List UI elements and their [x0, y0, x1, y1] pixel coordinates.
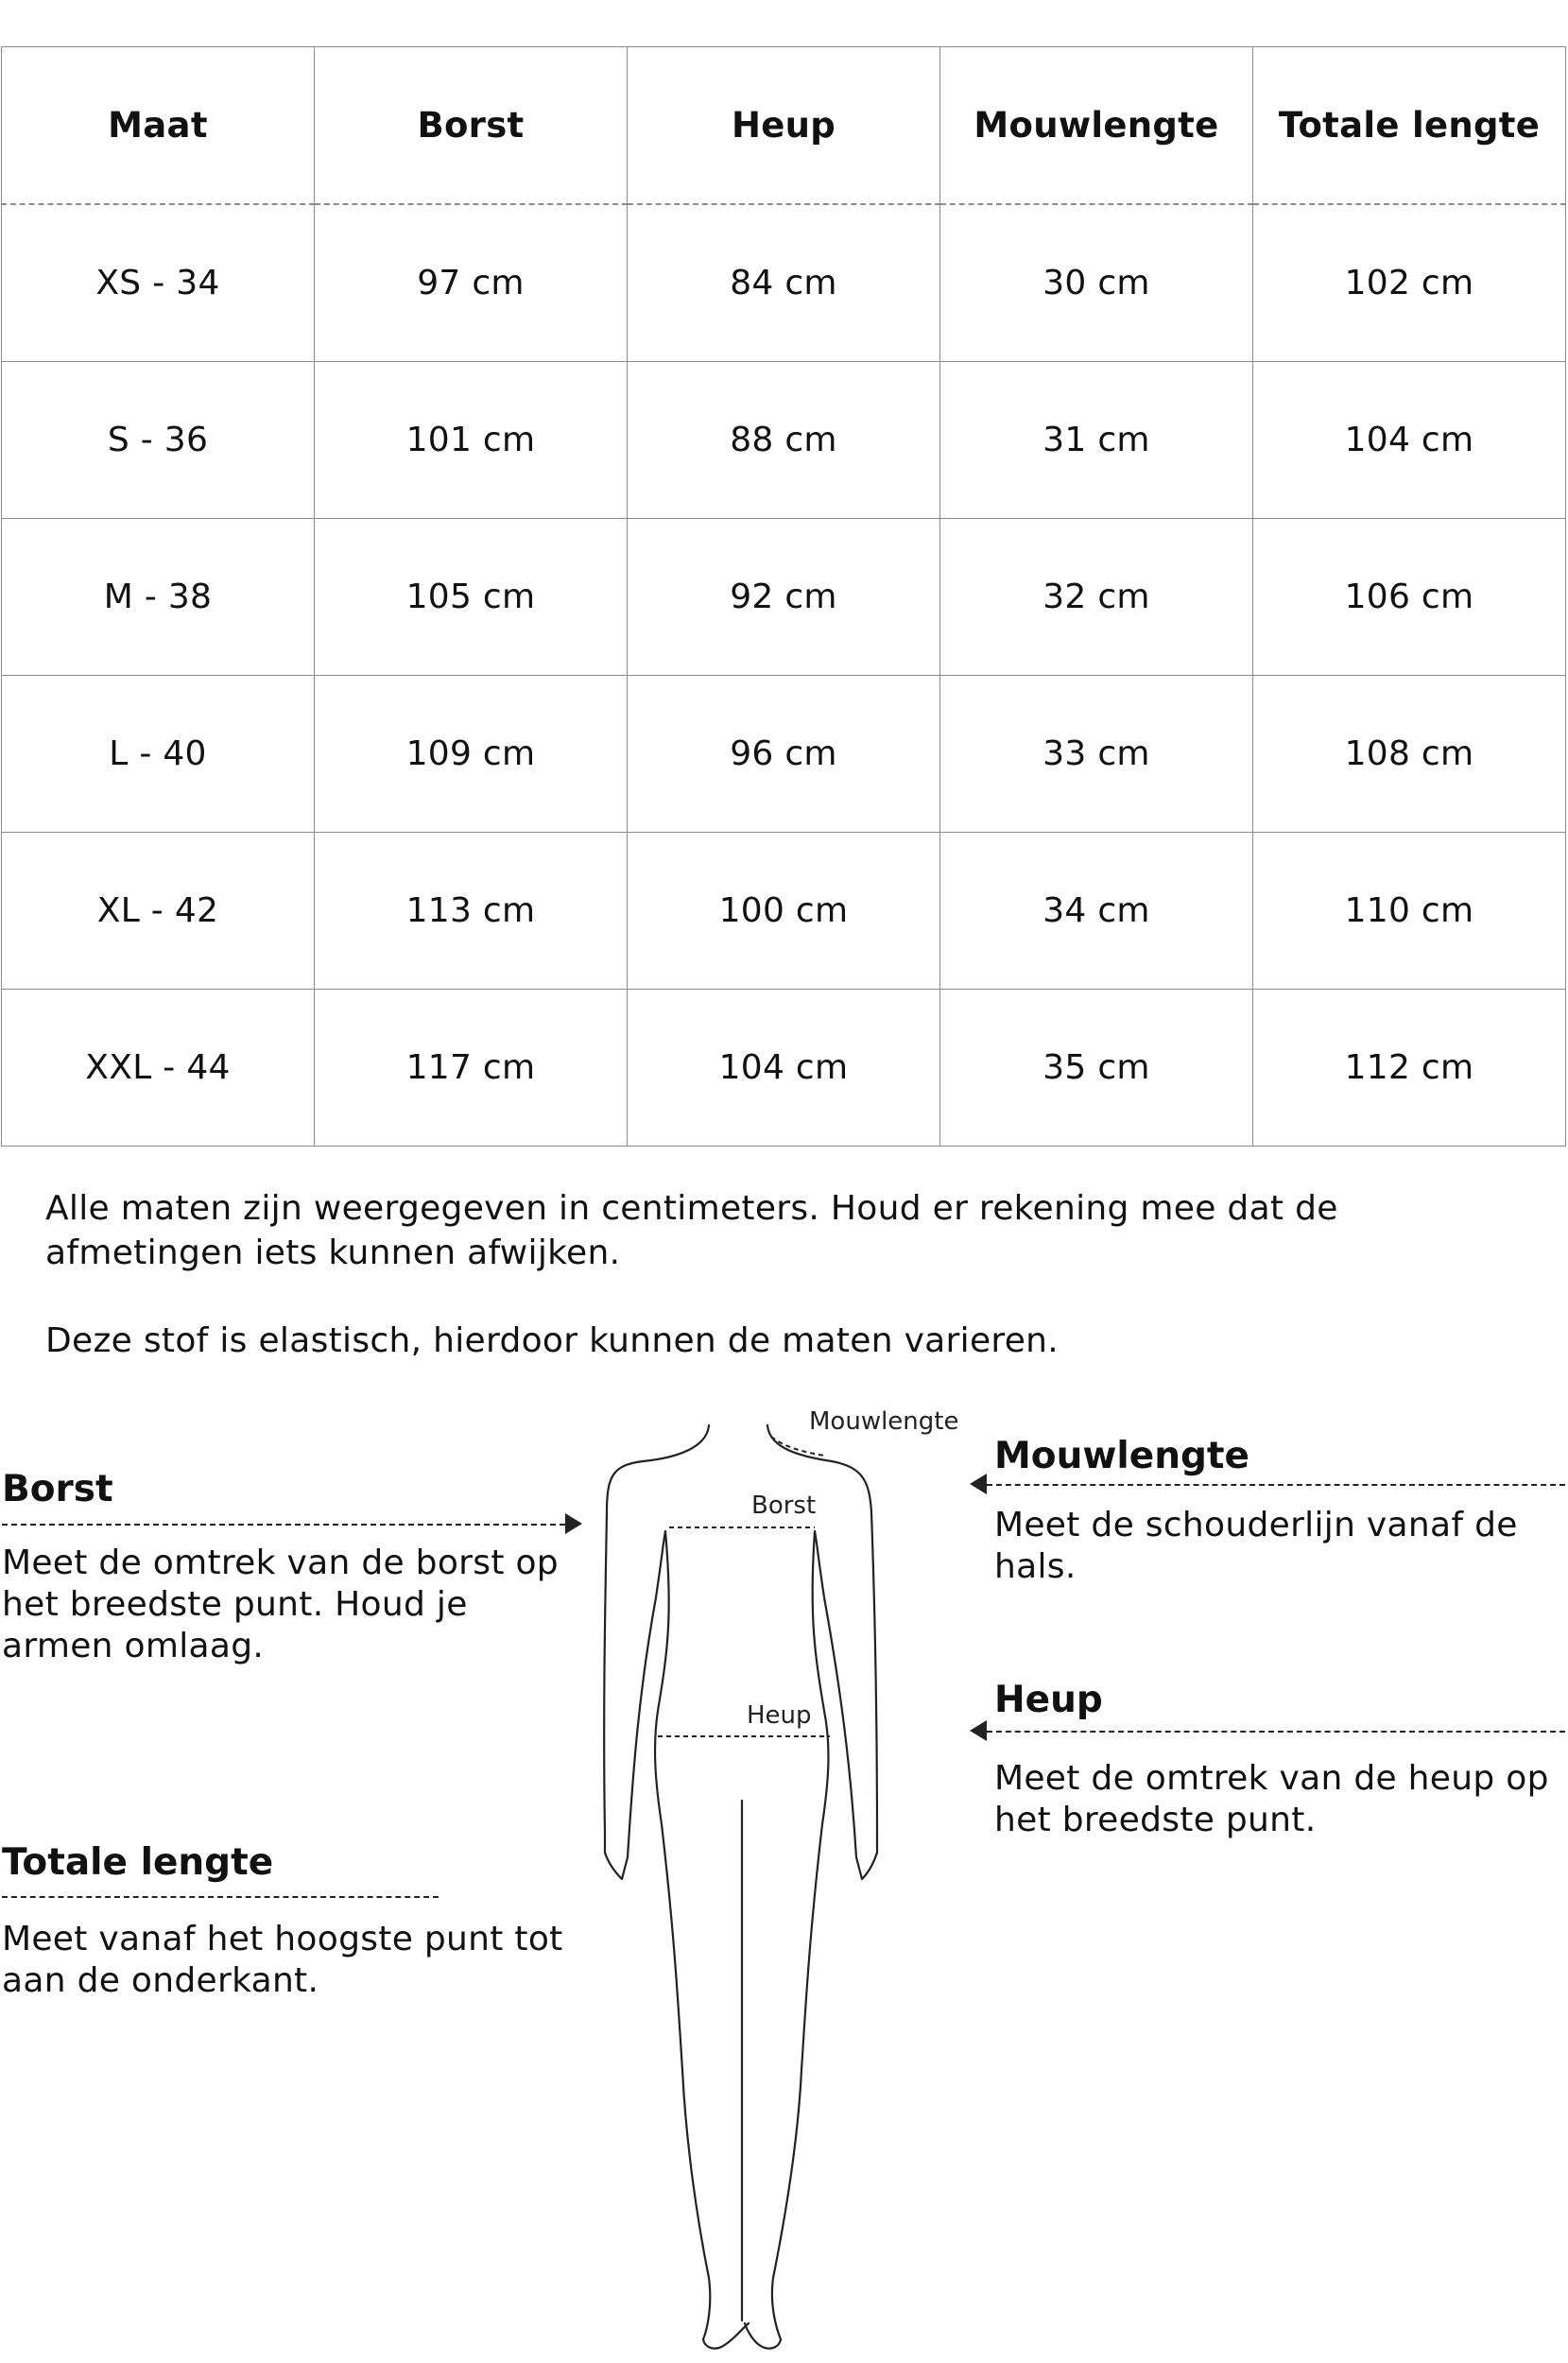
- cell-mouwlengte: 31 cm: [940, 362, 1253, 519]
- cell-maat: L - 40: [2, 676, 315, 833]
- mouwlengte-dashed-line: [987, 1484, 1565, 1486]
- table-row: [2, 519, 1566, 676]
- torso-right: [745, 1531, 828, 2349]
- table-row: [2, 362, 1566, 519]
- heup-dashed-line: [987, 1731, 1565, 1733]
- totale-lengte-dashed-line: [2, 1896, 439, 1898]
- cell-borst: 97 cm: [315, 204, 628, 362]
- table-row: [2, 990, 1566, 1147]
- cell-totale-lengte: 106 cm: [1253, 519, 1566, 676]
- right-sleeve: [815, 1512, 877, 1879]
- borst-dashed-line: [2, 1524, 565, 1526]
- totale-lengte-description: Meet vanaf het hoogste punt tot aan de onderkant.: [2, 1920, 563, 2000]
- header-mouwlengte: Mouwlengte: [940, 47, 1253, 205]
- cell-totale-lengte: 110 cm: [1253, 833, 1566, 990]
- mouwlengte-title: Mouwlengte: [994, 1435, 1249, 1477]
- header-heup: Heup: [628, 47, 940, 205]
- cell-maat: XS - 34: [2, 204, 315, 362]
- cell-totale-lengte: 104 cm: [1253, 362, 1566, 519]
- heup-description: Meet de omtrek van de heup op het breedste punt.: [994, 1759, 1549, 1839]
- note-units: Alle maten zijn weergegeven in centimeters. Houd er rekening mee dat de afmetingen iets kunnen afwijken.: [45, 1189, 1338, 1272]
- borst-description: Meet de omtrek van de borst op het breedste punt. Houd je armen omlaag.: [2, 1544, 559, 1665]
- cell-mouwlengte: 34 cm: [940, 833, 1253, 990]
- cell-heup: 92 cm: [628, 519, 940, 676]
- header-borst: Borst: [315, 47, 628, 205]
- cell-maat: XXL - 44: [2, 990, 315, 1147]
- cell-borst: 109 cm: [315, 676, 628, 833]
- neckline-left: [607, 1425, 709, 1512]
- left-sleeve: [604, 1512, 665, 1879]
- cell-mouwlengte: 30 cm: [940, 204, 1253, 362]
- figure-label-borst: Borst: [751, 1492, 817, 1520]
- note-stretch: Deze stof is elastisch, hierdoor kunnen de maten varieren.: [45, 1321, 1060, 1360]
- figure-label-mouwlengte: Mouwlengte: [809, 1408, 959, 1436]
- cell-heup: 84 cm: [628, 204, 940, 362]
- heup-title: Heup: [994, 1679, 1103, 1721]
- figure-label-heup: Heup: [747, 1701, 812, 1730]
- cell-borst: 117 cm: [315, 990, 628, 1147]
- borst-title: Borst: [2, 1468, 113, 1510]
- cell-mouwlengte: 33 cm: [940, 676, 1253, 833]
- table-header-row: [2, 47, 1566, 205]
- totale-lengte-title: Totale lengte: [2, 1841, 274, 1884]
- table-row: [2, 204, 1566, 362]
- torso-left: [655, 1531, 749, 2349]
- cell-mouwlengte: 35 cm: [940, 990, 1253, 1147]
- cell-mouwlengte: 32 cm: [940, 519, 1253, 676]
- cell-borst: 105 cm: [315, 519, 628, 676]
- cell-maat: S - 36: [2, 362, 315, 519]
- cell-maat: M - 38: [2, 519, 315, 676]
- cell-heup: 104 cm: [628, 990, 940, 1147]
- cell-heup: 96 cm: [628, 676, 940, 833]
- cell-maat: XL - 42: [2, 833, 315, 990]
- cell-heup: 100 cm: [628, 833, 940, 990]
- cell-borst: 113 cm: [315, 833, 628, 990]
- header-totale-lengte: Totale lengte: [1253, 47, 1566, 205]
- cell-totale-lengte: 112 cm: [1253, 990, 1566, 1147]
- header-maat: Maat: [2, 47, 315, 205]
- cell-heup: 88 cm: [628, 362, 940, 519]
- cell-totale-lengte: 108 cm: [1253, 676, 1566, 833]
- mouwlengte-description: Meet de schouderlijn vanaf de hals.: [994, 1506, 1518, 1586]
- jumpsuit-figure: [567, 1408, 1002, 2363]
- table-row: [2, 676, 1566, 833]
- cell-totale-lengte: 102 cm: [1253, 204, 1566, 362]
- size-table: [1, 46, 1566, 1147]
- cell-borst: 101 cm: [315, 362, 628, 519]
- table-row: [2, 833, 1566, 990]
